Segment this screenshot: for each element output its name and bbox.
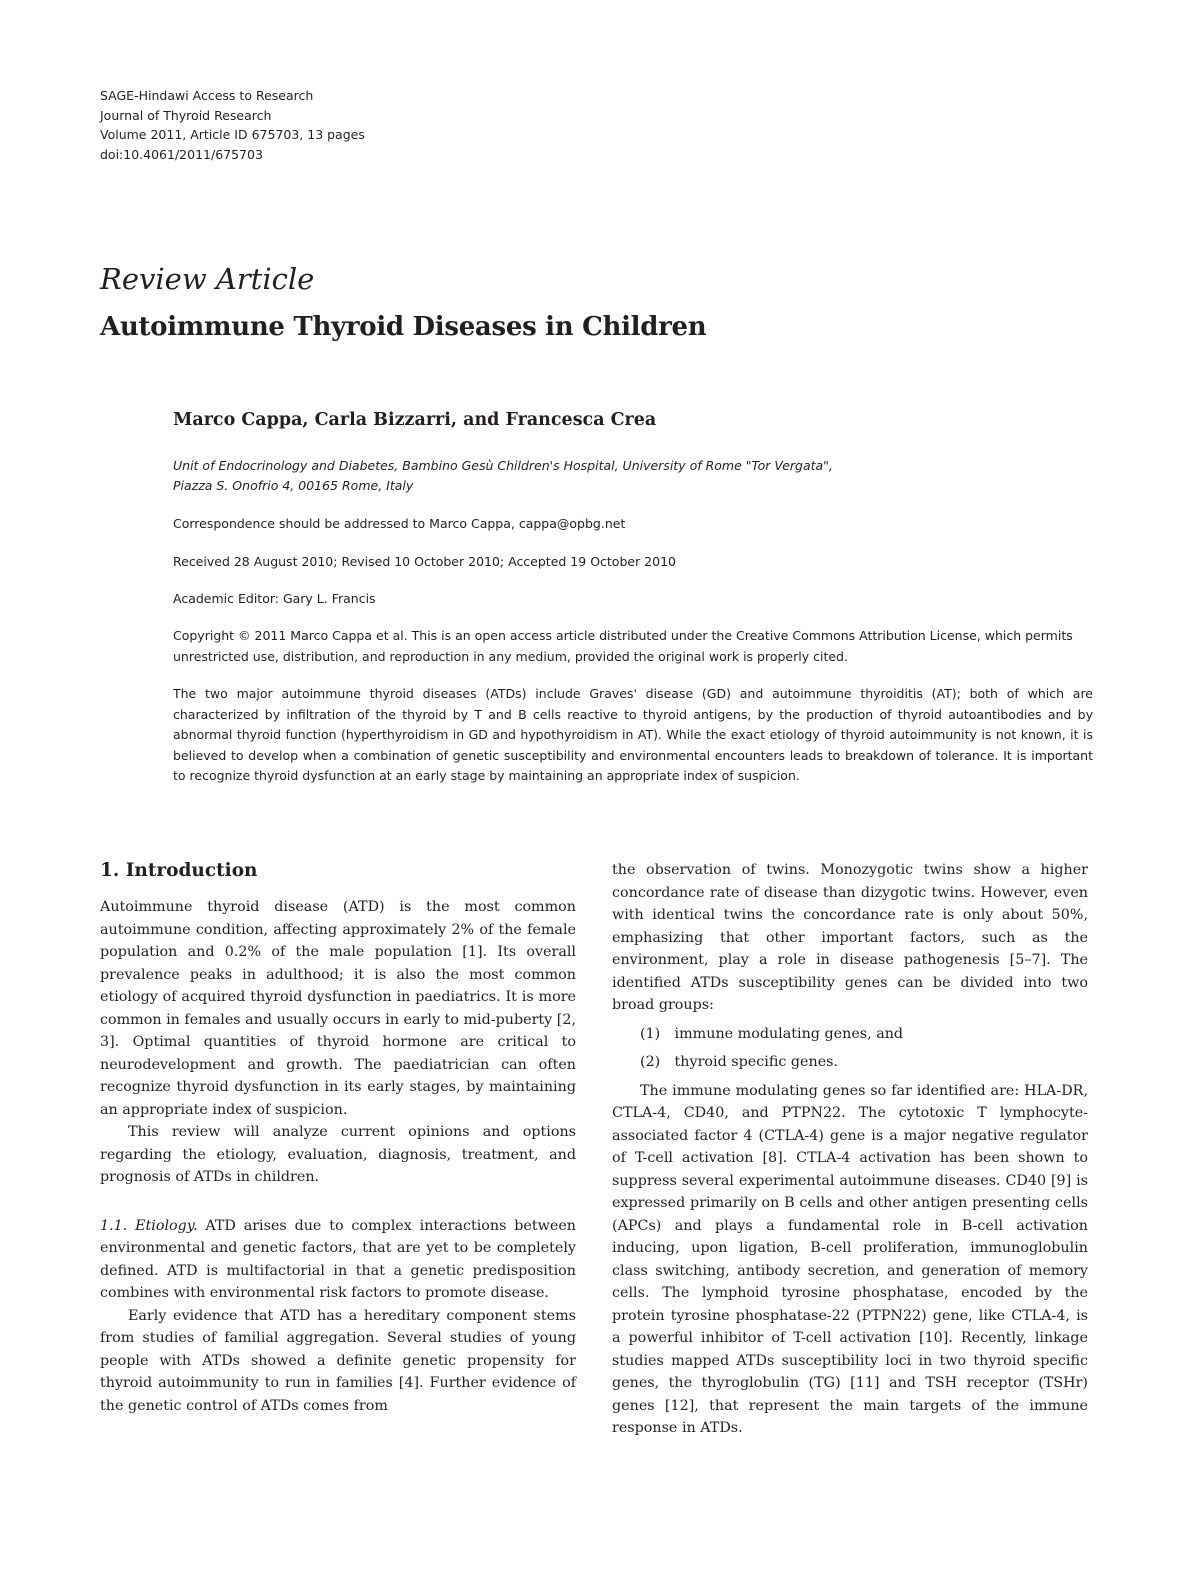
etiology-text-1: ATD arises due to complex interactions between environmental and genetic factors, that are yet to be completely defined. ATD is multifactorial in that a genetic predisposition combines with environmental risk factors to promote disease.	[100, 1217, 576, 1301]
article-type: Review Article	[100, 262, 315, 296]
list-item	[612, 1023, 1088, 1046]
journal-header	[100, 86, 365, 164]
correspondence-email[interactable]: cappa@opbg.net	[518, 516, 626, 531]
list-text: immune modulating genes, and	[674, 1025, 904, 1042]
correspondence-text: Correspondence should be addressed to Marco Cappa,	[173, 516, 519, 531]
right-column	[612, 859, 1088, 1440]
list-item	[612, 1051, 1088, 1074]
publisher-line: SAGE-Hindawi Access to Research	[100, 88, 314, 103]
affiliation-line-2: Piazza S. Onofrio 4, 00165 Rome, Italy	[173, 478, 414, 493]
twins-paragraph: the observation of twins. Monozygotic twins show a higher concordance rate of disease than dizygotic twins. However, even with identical twins the concordance rate is only about 50%, emphasizing that other important factors, such as the environment, play a role in disease pathogenesis [5–7]. The identified ATDs susceptibility genes can be divided into two broad groups:	[612, 862, 1088, 1013]
volume-info: Volume 2011, Article ID 675703, 13 pages	[100, 127, 365, 142]
author-list: Marco Cappa, Carla Bizzarri, and Francesca Crea	[173, 410, 657, 430]
intro-paragraph-1: Autoimmune thyroid disease (ATD) is the most common autoimmune condition, affecting approximately 2% of the female population and 0.2% of the male population [1]. Its overall prevalence peaks in adulthood; it is also the most common etiology of acquired thyroid dysfunction in paediatrics. It is more common in females and usually occurs in early to mid-puberty [2, 3]. Optimal quantities of thyroid hormone are critical to neurodevelopment and growth. The paediatrician can often recognize thyroid dysfunction in its early stages, by maintaining an appropriate index of suspicion.	[100, 899, 576, 1118]
academic-editor: Academic Editor: Gary L. Francis	[173, 591, 376, 606]
affiliation-line-1: Unit of Endocrinology and Diabetes, Bambino Gesù Children's Hospital, University of Rome "Tor Vergata",	[173, 458, 833, 473]
left-column	[100, 858, 576, 1417]
list-number: (2)	[640, 1054, 661, 1070]
etiology-paragraph-2: Early evidence that ATD has a hereditary component stems from studies of familial aggregation. Several studies of young people with ATDs showed a definite genetic propensity for thyroid autoimmunity to run in families [4]. Further evidence of the genetic control of ATDs comes from	[100, 1307, 576, 1414]
publication-dates: Received 28 August 2010; Revised 10 October 2010; Accepted 19 October 2010	[173, 554, 676, 569]
affiliation	[173, 456, 1093, 496]
list-text: thyroid specific genes.	[674, 1054, 839, 1070]
section-heading-introduction: 1. Introduction	[100, 860, 258, 881]
copyright-notice: Copyright © 2011 Marco Cappa et al. This is an open access article distributed under the Creative Commons Attribution License, which permits unrestricted use, distribution, and reproduction in any medium, provided the original work is properly cited.	[173, 628, 1073, 664]
subsection-heading-etiology: 1.1. Etiology.	[100, 1217, 198, 1234]
correspondence	[173, 516, 1093, 531]
list-number: (1)	[640, 1025, 661, 1042]
journal-name: Journal of Thyroid Research	[100, 107, 272, 123]
abstract: The two major autoimmune thyroid diseases (ATDs) include Graves' disease (GD) and autoimmune thyroiditis (AT); both of which are characterized by infiltration of the thyroid by T and B cells reactive to thyroid antigens, by the production of thyroid autoantibodies and by abnormal thyroid function (hyperthyroidism in GD and hypothyroidism in AT). While the exact etiology of thyroid autoimmunity is not known, it is believed to develop when a combination of genetic susceptibility and environmental encounters leads to breakdown of tolerance. It is important to recognize thyroid dysfunction at an early stage by maintaining an appropriate index of suspicion.	[173, 686, 1093, 783]
intro-paragraph-2: This review will analyze current opinions and options regarding the etiology, evaluation, diagnosis, treatment, and prognosis of ATDs in children.	[100, 1124, 576, 1185]
immune-genes-paragraph: The immune modulating genes so far identified are: HLA-DR, CTLA-4, CD40, and PTPN22. The cytotoxic T lymphocyte-associated factor 4 (CTLA-4) gene is a major negative regulator of T-cell activation [8]. CTLA-4 activation has been shown to suppress several experimental autoimmune diseases. CD40 [9] is expressed primarily on B cells and other antigen presenting cells (APCs) and plays a fundamental role in B-cell activation inducing, upon ligation, B-cell proliferation, immunoglobulin class switching, antibody secretion, and generation of memory cells. The lymphoid tyrosine phosphatase, encoded by the protein tyrosine phosphatase-22 (PTPN22) gene, like CTLA-4, is a powerful inhibitor of T-cell activation [10]. Recently, linkage studies mapped ATDs susceptibility loci in two thyroid specific genes, the thyroglobulin (TG) [11] and TSH receptor (TSHr) genes [12], that represent the main targets of the immune response in ATDs.	[612, 1082, 1088, 1436]
etiology-paragraph-1	[100, 1215, 576, 1305]
doi: doi:10.4061/2011/675703	[100, 146, 263, 162]
article-title: Autoimmune Thyroid Diseases in Children	[100, 312, 707, 342]
